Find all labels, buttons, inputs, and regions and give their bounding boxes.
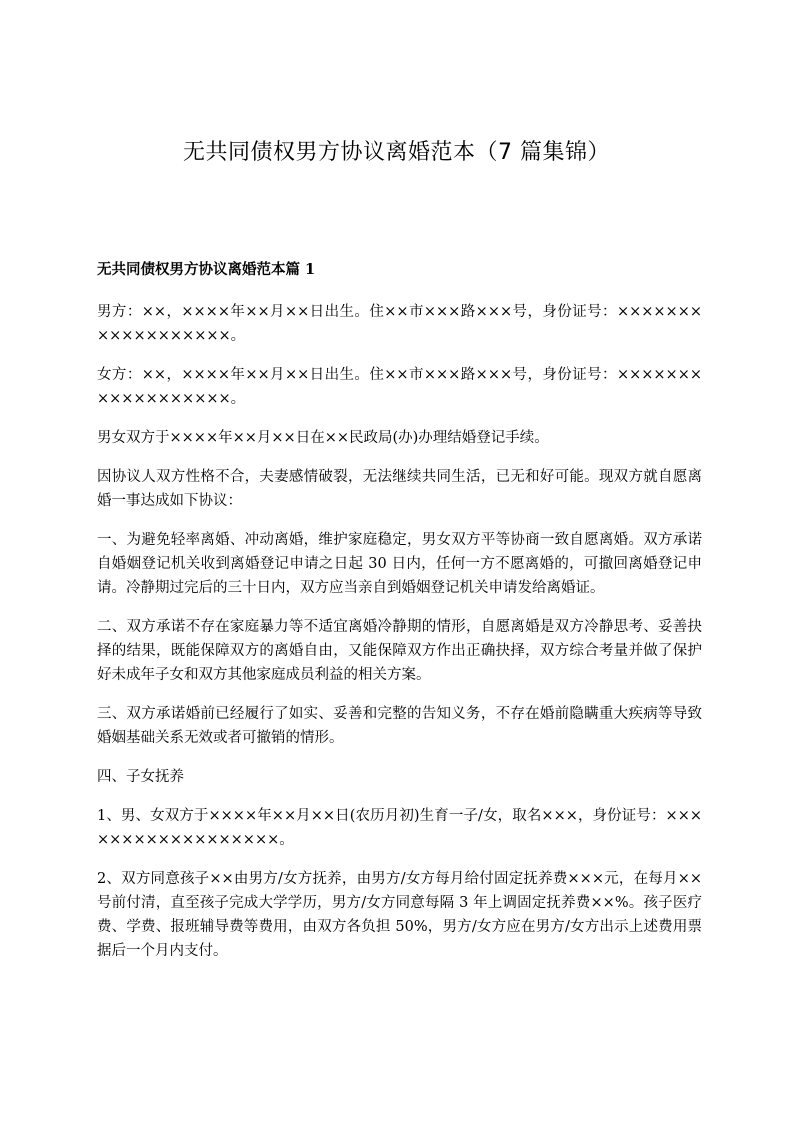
paragraph-clause-4-heading: 四、子女抚养 xyxy=(97,769,184,785)
paragraph-clause-3: 三、双方承诺婚前已经履行了如实、妥善和完整的告知义务，不存在婚前隐瞒重大疾病等导致婚姻基础关系无效或者可撤销的情形。 xyxy=(97,706,702,746)
paragraph-child-birth: 1、男、女双方于××××年××月××日(农历月初)生育一子/女，取名×××，身份证号：××××××××××××××××××。 xyxy=(97,808,702,848)
paragraph-female-party: 女方：××，××××年××月××日出生。住××市×××路×××号，身份证号：××××××××××××××××××。 xyxy=(97,367,702,407)
paragraph-clause-2: 二、双方承诺不存在家庭暴力等不适宜离婚冷静期的情形，自愿离婚是双方冷静思考、妥善抉择的结果，既能保障双方的离婚自由，又能保障双方作出正确抉择，双方综合考量并做了保护好未成年子女和双方其他家庭成员利益的相关方案。 xyxy=(97,619,702,683)
paragraph-marriage-registration: 男女双方于××××年××月××日在××民政局(办)办理结婚登记手续。 xyxy=(97,430,549,446)
paragraph-male-party: 男方：××，××××年××月××日出生。住××市×××路×××号，身份证号：××××××××××××××××××。 xyxy=(97,304,702,344)
document-body xyxy=(97,258,702,978)
paragraph-child-support: 2、双方同意孩子××由男方/女方抚养，由男方/女方每月给付固定抚养费×××元，在每月××号前付清，直至孩子完成大学学历，男方/女方同意每隔 3 年上调固定抚养费××%。孩子医疗费、学费、报班辅导费等费用，由双方各负担 50%，男方/女方应在男方/女方出示上述费用票据后一个月内支付。 xyxy=(97,871,702,959)
section-heading: 无共同债权男方协议离婚范本篇 1 xyxy=(97,261,316,278)
document-title: 无共同债权男方协议离婚范本（7 篇集锦） xyxy=(183,140,610,165)
paragraph-divorce-reason: 因协议人双方性格不合，夫妻感情破裂，无法继续共同生活，已无和好可能。现双方就自愿离婚一事达成如下协议： xyxy=(97,469,702,509)
paragraph-clause-1: 一、为避免轻率离婚、冲动离婚，维护家庭稳定，男女双方平等协商一致自愿离婚。双方承诺自婚姻登记机关收到离婚登记申请之日起 30 日内，任何一方不愿离婚的，可撤回离婚登记申请。冷静期过完后的三十日内，双方应当亲自到婚姻登记机关申请发给离婚证。 xyxy=(97,532,702,596)
